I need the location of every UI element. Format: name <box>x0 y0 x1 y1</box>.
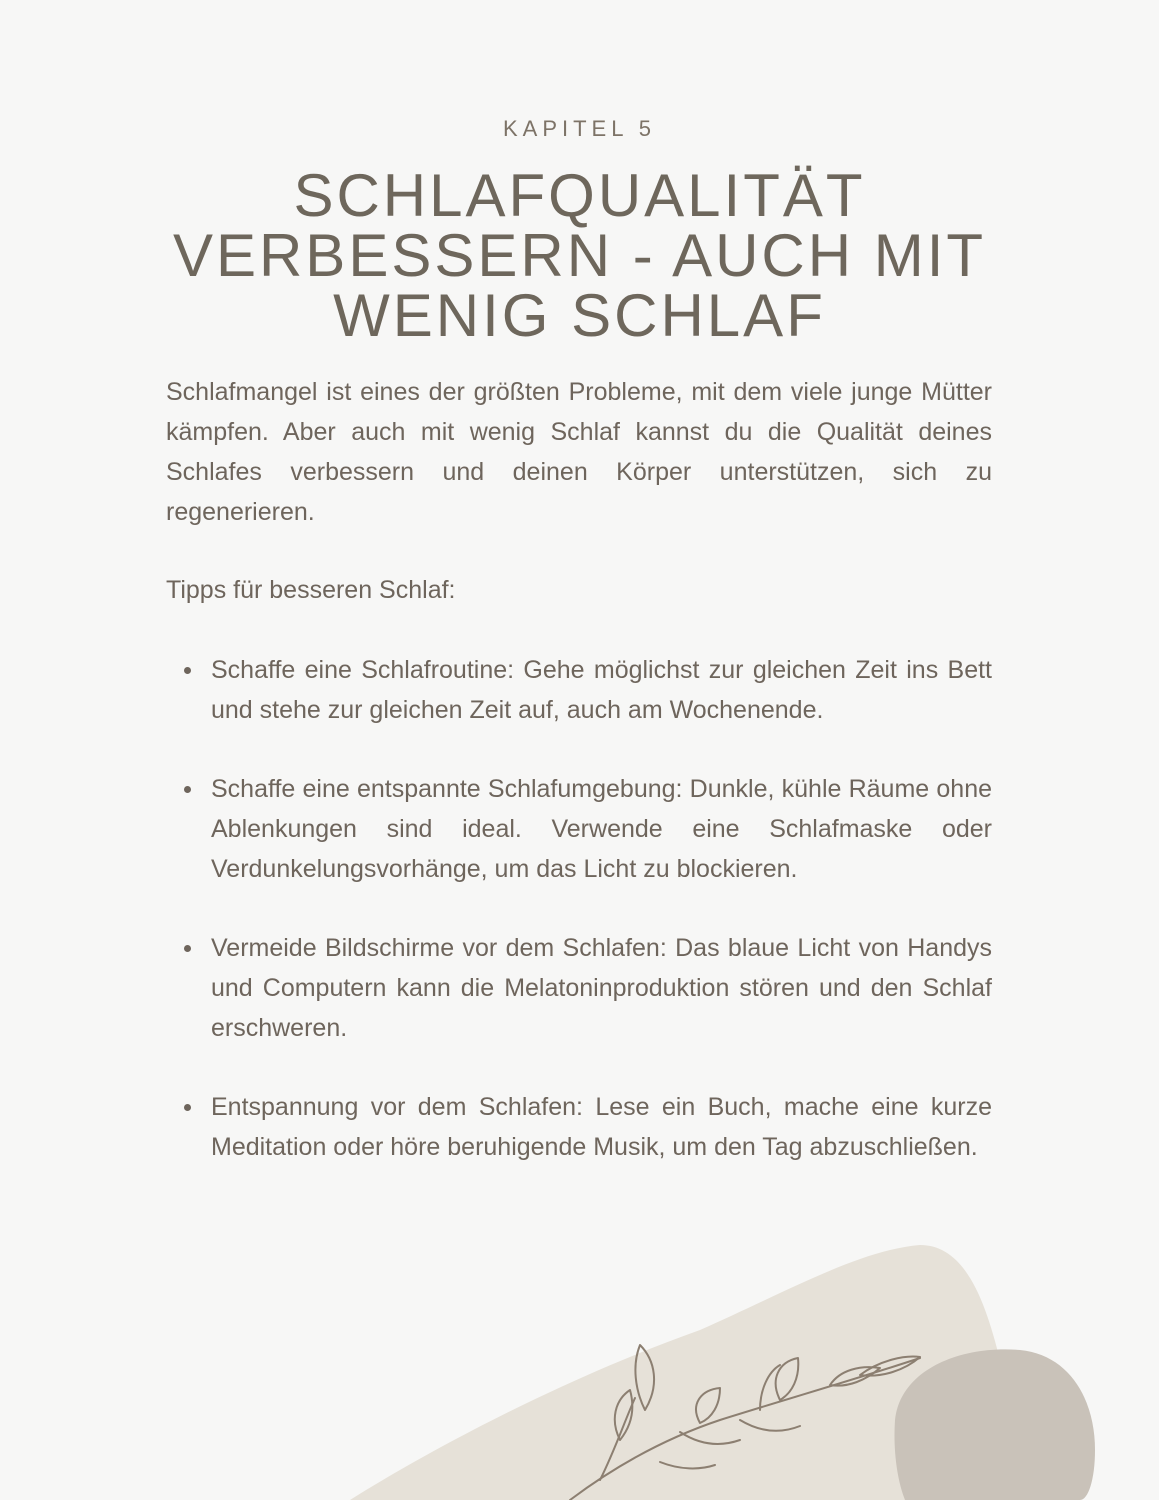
tip-text: Vermeide Bildschirme vor dem Schlafen: Das blaue Licht von Handys und Computern kann die Melatoninproduktion stören und den Schlaf erschweren. <box>211 934 992 1042</box>
list-item <box>166 650 992 730</box>
branch-illustration <box>570 1345 920 1500</box>
bullet-icon <box>184 945 191 952</box>
chapter-label: KAPITEL 5 <box>502 116 656 141</box>
page-title: SCHLAFQUALITÄT VERBESSERN - AUCH MIT WENIG SCHLAF <box>172 162 987 349</box>
beige-blob-shape <box>350 1245 1004 1500</box>
bullet-icon <box>184 667 191 674</box>
intro-paragraph: Schlafmangel ist eines der größten Probleme, mit dem viele junge Mütter kämpfen. Aber auch mit wenig Schlaf kannst du die Qualität deines Schlafes verbessern und deinen Körper unterstützen, sich zu regenerieren. <box>166 378 992 526</box>
tip-text: Entspannung vor dem Schlafen: Lese ein Buch, mache eine kurze Meditation oder höre beruhigende Musik, um den Tag abzuschließen. <box>211 1093 992 1161</box>
taupe-circle-shape <box>894 1349 1095 1500</box>
bullet-icon <box>184 786 191 793</box>
tips-heading: Tipps für besseren Schlaf: <box>166 576 456 604</box>
bullet-icon <box>184 1104 191 1111</box>
list-item <box>166 928 992 1048</box>
tip-text: Schaffe eine entspannte Schlafumgebung: Dunkle, kühle Räume ohne Ablenkungen sind ideal. Verwende eine Schlafmaske oder Verdunkelungsvorhänge, um das Licht zu blockieren. <box>211 775 992 883</box>
list-item <box>166 1087 992 1167</box>
tips-list <box>166 650 992 1167</box>
list-item <box>166 769 992 889</box>
tip-text: Schaffe eine Schlafroutine: Gehe möglichst zur gleichen Zeit ins Bett und stehe zur gleichen Zeit auf, auch am Wochenende. <box>211 656 992 724</box>
